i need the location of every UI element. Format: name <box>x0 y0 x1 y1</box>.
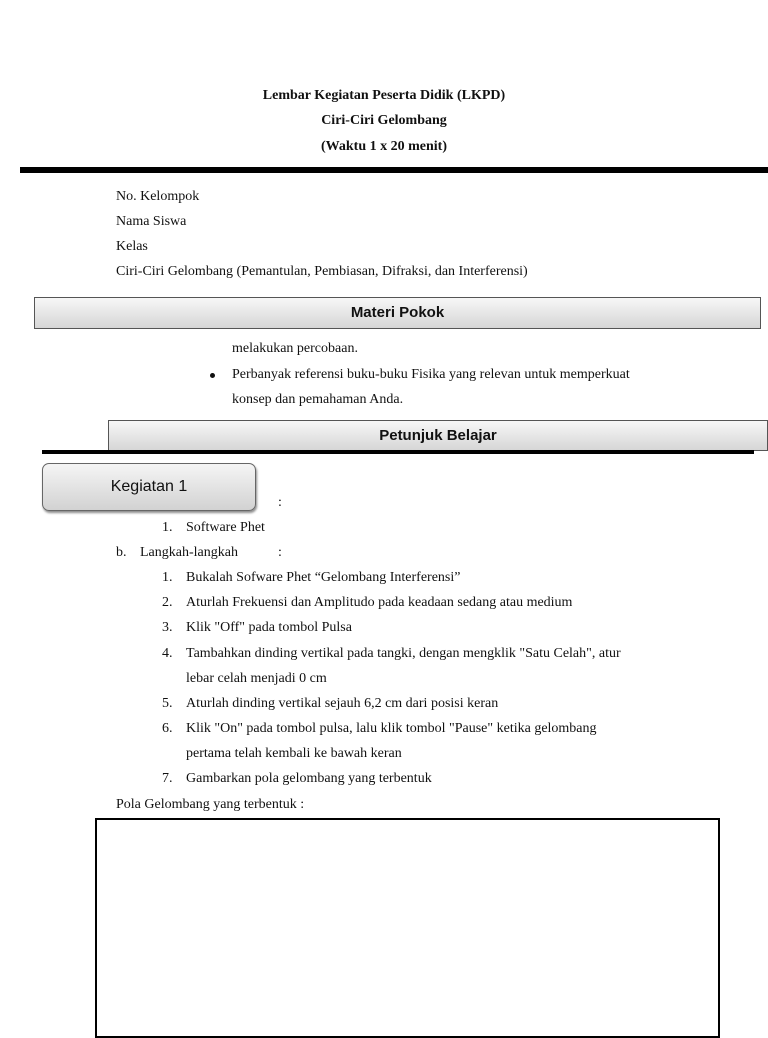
petunjuk-belajar-label: Petunjuk Belajar <box>379 427 497 444</box>
step-text: Aturlah Frekuensi dan Amplitudo pada keadaan sedang atau medium <box>186 595 573 610</box>
step-text-continuation: pertama telah kembali ke bawah keran <box>186 746 402 761</box>
petunjuk-item2-line1: Perbanyak referensi buku-buku Fisika yang relevan untuk memperkuat <box>232 367 630 382</box>
header-duration: (Waktu 1 x 20 menit) <box>321 139 447 154</box>
alat-colon: : <box>278 495 282 510</box>
header-subtitle: Ciri-Ciri Gelombang <box>321 113 447 128</box>
step-number: 5. <box>162 696 173 711</box>
step-text-continuation: lebar celah menjadi 0 cm <box>186 671 327 686</box>
header-divider <box>20 167 768 173</box>
drawing-area[interactable] <box>95 818 720 1038</box>
petunjuk-item2-line2: konsep dan pemahaman Anda. <box>232 392 404 407</box>
step-text: Klik "Off" pada tombol Pulsa <box>186 620 352 635</box>
langkah-label: b. <box>116 545 127 560</box>
field-topic: Ciri-Ciri Gelombang (Pemantulan, Pembiasan, Difraksi, dan Interferensi) <box>116 264 528 279</box>
step-number: 3. <box>162 620 173 635</box>
field-nama-siswa: Nama Siswa <box>116 214 187 229</box>
kegiatan-1-label: Kegiatan 1 <box>110 478 188 495</box>
step-text: Bukalah Sofware Phet “Gelombang Interferensi” <box>186 570 461 585</box>
bullet-icon <box>210 373 215 378</box>
petunjuk-belajar-banner <box>108 420 768 451</box>
petunjuk-item1-continuation: melakukan percobaan. <box>232 341 358 356</box>
step-number: 2. <box>162 595 173 610</box>
step-text: Aturlah dinding vertikal sejauh 6,2 cm dari posisi keran <box>186 696 499 711</box>
step-text: Klik "On" pada tombol pulsa, lalu klik tombol "Pause" ketika gelombang <box>186 721 597 736</box>
step-number: 6. <box>162 721 173 736</box>
petunjuk-divider <box>42 450 754 454</box>
alat-item-text: Software Phet <box>186 520 265 535</box>
step-text: Tambahkan dinding vertikal pada tangki, dengan mengklik "Satu Celah", atur <box>186 646 621 661</box>
step-number: 7. <box>162 771 173 786</box>
field-kelas: Kelas <box>116 239 148 254</box>
step-text: Gambarkan pola gelombang yang terbentuk <box>186 771 432 786</box>
step-number: 1. <box>162 570 173 585</box>
field-no-kelompok: No. Kelompok <box>116 189 200 204</box>
header-title: Lembar Kegiatan Peserta Didik (LKPD) <box>262 88 506 103</box>
kegiatan-1-tab <box>42 463 256 511</box>
langkah-title: Langkah-langkah <box>140 545 238 560</box>
materi-pokok-label: Materi Pokok <box>350 304 445 321</box>
alat-item-number: 1. <box>162 520 173 535</box>
pola-label: Pola Gelombang yang terbentuk : <box>116 797 305 812</box>
langkah-colon: : <box>278 545 282 560</box>
materi-pokok-banner <box>34 297 761 329</box>
step-number: 4. <box>162 646 173 661</box>
